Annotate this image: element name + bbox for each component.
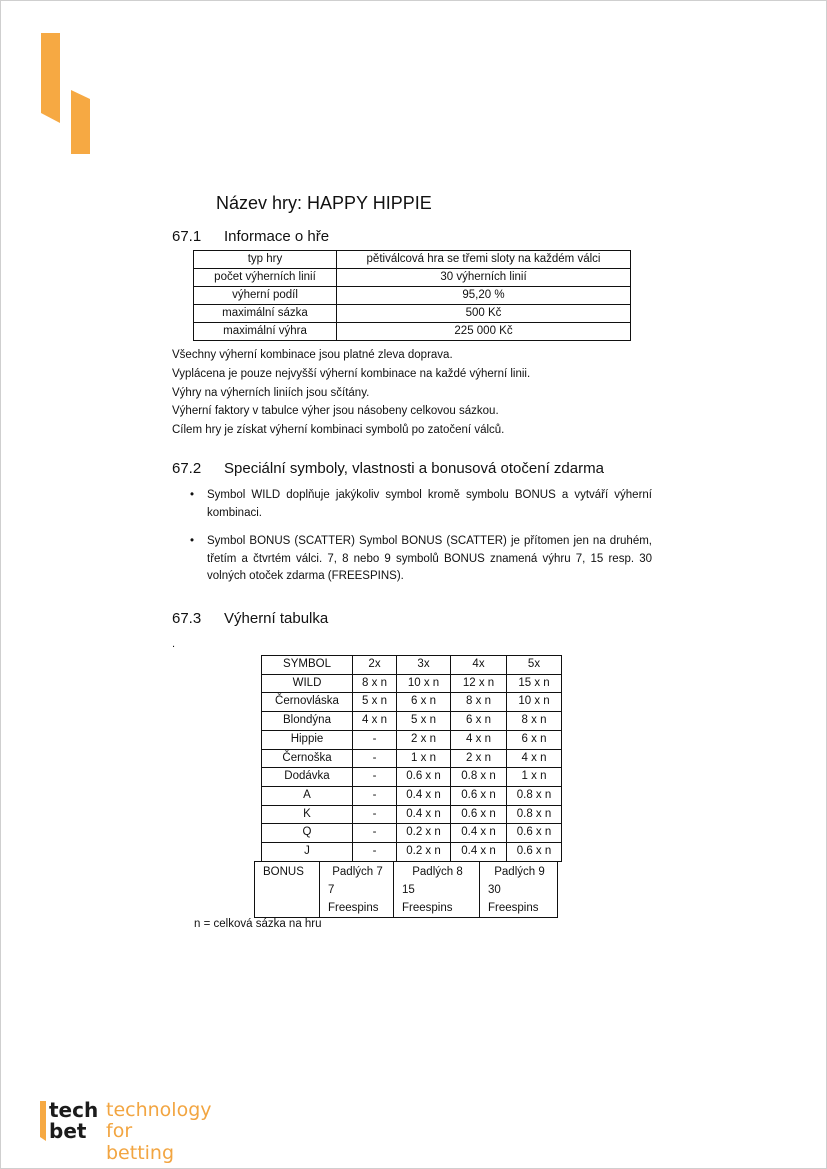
table-row (262, 674, 562, 693)
payout-cell: 4 x n (353, 712, 397, 731)
payout-cell: 0.8 x n (507, 786, 562, 805)
table-row (262, 786, 562, 805)
payout-cell: 8 x n (451, 693, 507, 712)
header-cell: 2x (353, 656, 397, 675)
section-heading-67-3 (172, 610, 328, 627)
section-title: Výherní tabulka (224, 610, 329, 627)
bonus-cell (394, 862, 480, 918)
payout-cell: 1 x n (507, 768, 562, 787)
payout-cell: 0.6 x n (397, 768, 451, 787)
paytable-note: n = celková sázka na hru (194, 918, 322, 930)
payout-cell: 5 x n (397, 712, 451, 731)
header-cell: 4x (451, 656, 507, 675)
payout-cell: - (353, 768, 397, 787)
payout-cell: 0.4 x n (397, 805, 451, 824)
bonus-cell-header: Padlých 7 (332, 866, 383, 878)
header-cell: SYMBOL (262, 656, 353, 675)
bonus-cell-header: Padlých 8 (412, 866, 463, 878)
payout-cell: - (353, 786, 397, 805)
info-key: výherní podíl (194, 287, 337, 305)
bonus-cell-unit: Freespins (488, 902, 539, 914)
paytable (261, 655, 562, 862)
section-heading-67-1 (172, 228, 329, 245)
symbol-cell: Dodávka (262, 768, 353, 787)
payout-cell: 0.8 x n (507, 805, 562, 824)
table-row (194, 269, 631, 287)
table-row (262, 712, 562, 731)
bullet-icon: • (190, 535, 195, 547)
info-value: 95,20 % (337, 287, 631, 305)
list-item (190, 533, 652, 586)
payout-cell: 0.6 x n (451, 786, 507, 805)
special-symbols-list (190, 487, 652, 597)
payout-cell: 0.4 x n (397, 786, 451, 805)
symbol-cell: WILD (262, 674, 353, 693)
symbol-cell: J (262, 843, 353, 862)
rules-paragraphs (172, 346, 530, 440)
section-number: 67.3 (172, 610, 202, 627)
payout-cell: 15 x n (507, 674, 562, 693)
payout-cell: - (353, 749, 397, 768)
bonus-cell (480, 862, 558, 918)
table-row (194, 305, 631, 323)
info-key: maximální výhra (194, 323, 337, 341)
payout-cell: 6 x n (451, 712, 507, 731)
section-number: 67.1 (172, 228, 202, 245)
info-key: počet výherních linií (194, 269, 337, 287)
game-info-table (193, 250, 631, 341)
symbol-cell: Q (262, 824, 353, 843)
bonus-cell-count: 15 (402, 884, 415, 896)
table-row (194, 323, 631, 341)
rule-line: Výhry na výherních liniích jsou sčítány. (172, 386, 370, 399)
header-cell: 3x (397, 656, 451, 675)
rule-line: Cílem hry je získat výherní kombinaci symbolů po zatočení válců. (172, 424, 505, 437)
table-row (194, 287, 631, 305)
list-item (190, 487, 652, 522)
payout-cell: 8 x n (353, 674, 397, 693)
table-row (262, 843, 562, 862)
table-row (262, 730, 562, 749)
payout-cell: 1 x n (397, 749, 451, 768)
rule-line: Vyplácena je pouze nejvyšší výherní kombinace na každé výherní linii. (172, 367, 531, 380)
payout-cell: 0.8 x n (451, 768, 507, 787)
bonus-cell-unit: Freespins (328, 902, 379, 914)
symbol-cell: Černoška (262, 749, 353, 768)
bonus-cell-header: Padlých 9 (494, 866, 545, 878)
game-title: Název hry: HAPPY HIPPIE (216, 193, 432, 213)
payout-cell: 2 x n (451, 749, 507, 768)
info-value: 225 000 Kč (337, 323, 631, 341)
bonus-row (255, 862, 558, 918)
payout-cell: 0.6 x n (451, 805, 507, 824)
paytable-header-row (262, 656, 562, 675)
payout-cell: 12 x n (451, 674, 507, 693)
payout-cell: 10 x n (507, 693, 562, 712)
payout-cell: 0.6 x n (507, 824, 562, 843)
payout-cell: 0.2 x n (397, 824, 451, 843)
symbol-cell: A (262, 786, 353, 805)
table-row (194, 251, 631, 269)
payout-cell: - (353, 730, 397, 749)
bonus-cell-unit: Freespins (402, 902, 453, 914)
payout-cell: 0.2 x n (397, 843, 451, 862)
payout-cell: 4 x n (451, 730, 507, 749)
rule-line: Výherní faktory v tabulce výher jsou násobeny celkovou sázkou. (172, 405, 499, 418)
payout-cell: - (353, 824, 397, 843)
logo-tagline-for-betting: for betting (106, 1120, 175, 1164)
section-heading-67-2 (172, 460, 604, 477)
logo-word-bet: bet (49, 1119, 87, 1143)
stray-dot: . (172, 638, 176, 650)
logo-word-tech: tech (49, 1098, 99, 1122)
symbol-cell: Hippie (262, 730, 353, 749)
rule-line: Všechny výherní kombinace jsou platné zleva doprava. (172, 349, 453, 361)
payout-cell: 8 x n (507, 712, 562, 731)
list-item-text: Symbol WILD doplňuje jakýkoliv symbol kromě symbolu BONUS a vytváří výherní kombinaci. (207, 489, 652, 519)
info-value: pětiválcová hra se třemi sloty na každém válci (337, 251, 631, 269)
payout-cell: - (353, 843, 397, 862)
payout-cell: 10 x n (397, 674, 451, 693)
table-row (262, 824, 562, 843)
info-value: 500 Kč (337, 305, 631, 323)
payout-cell: 4 x n (507, 749, 562, 768)
table-row (262, 749, 562, 768)
logo-tagline-technology: technology (106, 1099, 212, 1121)
techbet-mark-logo-icon (40, 33, 92, 155)
payout-cell: 0.4 x n (451, 843, 507, 862)
payout-cell: 2 x n (397, 730, 451, 749)
symbol-cell: Černovláska (262, 693, 353, 712)
header-cell: 5x (507, 656, 562, 675)
bonus-cell-count: 30 (488, 884, 501, 896)
table-row (262, 693, 562, 712)
table-row (262, 805, 562, 824)
bonus-cell (320, 862, 394, 918)
list-item-text: Symbol BONUS (SCATTER) Symbol BONUS (SCATTER) je přítomen jen na druhém, třetím a čtvrtém válci. 7, 8 nebo 9 symbolů BONUS znamená výhru 7, 15 resp. 30 volných otoček zdarma (FREESPINS). (207, 535, 652, 582)
payout-cell: 6 x n (507, 730, 562, 749)
symbol-cell: K (262, 805, 353, 824)
section-number: 67.2 (172, 460, 202, 477)
bonus-label-cell (255, 862, 320, 918)
table-row (262, 768, 562, 787)
section-title: Speciální symboly, vlastnosti a bonusová otočení zdarma (224, 460, 604, 477)
bonus-table (254, 861, 558, 918)
info-key: typ hry (194, 251, 337, 269)
section-title: Informace o hře (224, 228, 330, 245)
bonus-cell-count: 7 (328, 884, 335, 896)
logo-bar-icon (40, 1101, 46, 1141)
symbol-cell: Blondýna (262, 712, 353, 731)
payout-cell: 0.4 x n (451, 824, 507, 843)
payout-cell: 6 x n (397, 693, 451, 712)
bullet-icon: • (190, 489, 195, 501)
info-value: 30 výherních linií (337, 269, 631, 287)
payout-cell: - (353, 805, 397, 824)
bonus-label: BONUS (263, 866, 304, 878)
payout-cell: 5 x n (353, 693, 397, 712)
info-key: maximální sázka (194, 305, 337, 323)
payout-cell: 0.6 x n (507, 843, 562, 862)
